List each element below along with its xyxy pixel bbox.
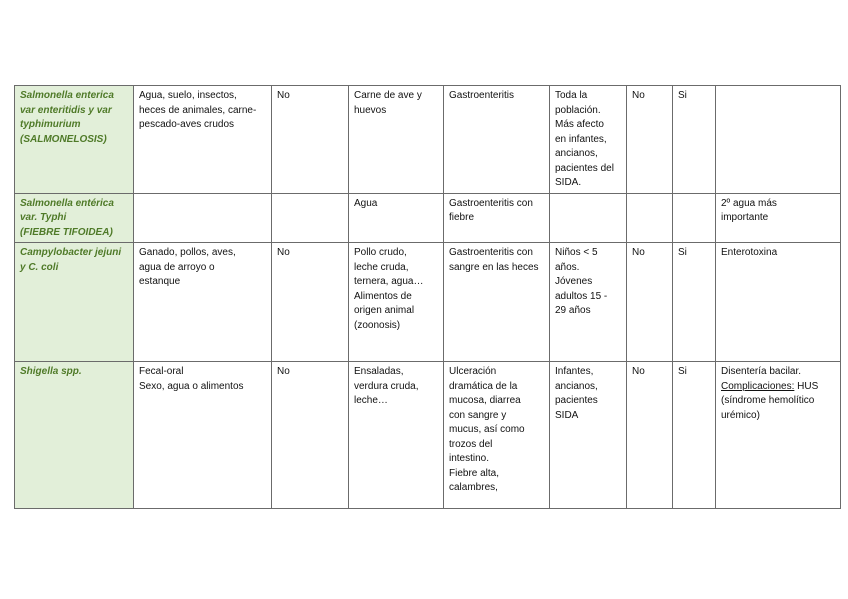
cell-col3 bbox=[272, 193, 349, 243]
cell-text-line: Campylobacter jejuni bbox=[20, 247, 122, 258]
cell-text-line: pescado-aves crudos bbox=[139, 119, 235, 130]
cell-text-line: Infantes, bbox=[555, 366, 594, 377]
cell-text-line: dramática de la bbox=[449, 380, 518, 392]
cell-text-line: ancianos, bbox=[555, 380, 598, 392]
cell-text-line: Toda la bbox=[555, 90, 588, 101]
cell-text-line: Gastroenteritis con bbox=[449, 247, 533, 258]
cell-text-line: mucus, así como bbox=[449, 424, 525, 435]
cell-col8 bbox=[673, 243, 716, 362]
cell-text-line: origen animal bbox=[354, 305, 415, 316]
cell-col7 bbox=[627, 362, 673, 509]
cell-text-line: adultos 15 - bbox=[555, 290, 608, 302]
cell-col3 bbox=[272, 86, 349, 194]
cell-text-line: 29 años bbox=[555, 305, 591, 316]
cell-text-line: leche… bbox=[354, 395, 388, 406]
cell-text-line: Alimentos de bbox=[354, 290, 412, 302]
cell-food bbox=[349, 193, 444, 243]
cell-text-line: mucosa, diarrea bbox=[449, 395, 521, 406]
cell-text-line: (zoonosis) bbox=[354, 319, 401, 331]
cell-col3 bbox=[272, 243, 349, 362]
cell-source bbox=[134, 86, 272, 194]
cell-text-line: Salmonella enterica bbox=[20, 90, 114, 101]
cell-text-line: No bbox=[632, 247, 645, 258]
cell-population bbox=[550, 243, 627, 362]
cell-organism bbox=[15, 243, 134, 362]
cell-text-line: Gastroenteritis bbox=[449, 90, 515, 101]
cell-text-line: Fecal-oral bbox=[139, 366, 184, 377]
table-row bbox=[15, 243, 841, 362]
cell-col7 bbox=[627, 243, 673, 362]
cell-text-line: Ulceración bbox=[449, 366, 497, 377]
cell-text-line: sangre en las heces bbox=[449, 261, 539, 273]
cell-text-line: ancianos, bbox=[555, 148, 598, 159]
cell-text-line: población. bbox=[555, 104, 601, 116]
cell-text-line: Ganado, pollos, aves, bbox=[139, 247, 236, 258]
cell-notes bbox=[716, 243, 841, 362]
cell-disease bbox=[444, 193, 550, 243]
pathogen-table bbox=[14, 85, 841, 509]
cell-source bbox=[134, 193, 272, 243]
cell-text-line: 2º agua más bbox=[721, 197, 777, 209]
cell-text-line: typhimurium bbox=[20, 119, 81, 130]
cell-text-line: Enterotoxina bbox=[721, 247, 778, 258]
table-row bbox=[15, 362, 841, 509]
cell-text-line: ternera, agua… bbox=[354, 276, 424, 287]
cell-population bbox=[550, 86, 627, 194]
cell-col7 bbox=[627, 86, 673, 194]
cell-text-line: importante bbox=[721, 212, 769, 223]
cell-text-line: estanque bbox=[139, 276, 181, 287]
cell-source bbox=[134, 362, 272, 509]
cell-text-line: Agua bbox=[354, 197, 378, 209]
cell-col8 bbox=[673, 362, 716, 509]
cell-text-line: calambres, bbox=[449, 482, 498, 493]
cell-text-line: heces de animales, carne- bbox=[139, 104, 257, 116]
cell-notes bbox=[716, 193, 841, 243]
cell-text-line: Gastroenteritis con bbox=[449, 197, 533, 209]
cell-text-line: (síndrome hemolítico bbox=[721, 395, 815, 406]
cell-organism bbox=[15, 362, 134, 509]
cell-text-line: en infantes, bbox=[555, 133, 607, 145]
cell-text-line: No bbox=[632, 90, 645, 101]
cell-text-line: var. Typhi bbox=[20, 212, 67, 223]
cell-text-line: Salmonella entérica bbox=[20, 197, 114, 209]
cell-text-line: y C. coli bbox=[20, 261, 59, 273]
cell-text-line: No bbox=[632, 366, 645, 377]
cell-source bbox=[134, 243, 272, 362]
cell-disease bbox=[444, 362, 550, 509]
cell-food bbox=[349, 362, 444, 509]
cell-col3 bbox=[272, 362, 349, 509]
cell-text-line: No bbox=[277, 90, 290, 101]
cell-food bbox=[349, 243, 444, 362]
table-row bbox=[15, 193, 841, 243]
cell-disease bbox=[444, 243, 550, 362]
cell-text-line: Jóvenes bbox=[555, 276, 593, 287]
cell-text-line: huevos bbox=[354, 104, 387, 116]
cell-text-line: urémico) bbox=[721, 409, 760, 421]
cell-text-line: SIDA. bbox=[555, 177, 582, 188]
cell-text-line: No bbox=[277, 247, 290, 258]
cell-text-line: Niños < 5 bbox=[555, 247, 598, 258]
cell-notes bbox=[716, 86, 841, 194]
cell-disease bbox=[444, 86, 550, 194]
cell-text-line: con sangre y bbox=[449, 409, 507, 421]
cell-col8 bbox=[673, 86, 716, 194]
cell-text-line: (SALMONELOSIS) bbox=[20, 133, 107, 145]
cell-text-line: fiebre bbox=[449, 212, 475, 223]
cell-col8 bbox=[673, 193, 716, 243]
cell-text-line: Disentería bacilar. bbox=[721, 366, 802, 377]
cell-text-line: intestino. bbox=[449, 453, 490, 464]
cell-text-line: pacientes del bbox=[555, 162, 614, 174]
cell-text-line: Shigella spp. bbox=[20, 366, 82, 377]
cell-text-line: Fiebre alta, bbox=[449, 467, 500, 479]
cell-organism bbox=[15, 193, 134, 243]
cell-notes bbox=[716, 362, 841, 509]
cell-text-line: pacientes bbox=[555, 395, 598, 406]
cell-text-line: agua de arroyo o bbox=[139, 261, 215, 273]
cell-text-line: SIDA bbox=[555, 409, 579, 421]
cell-text-line: Sexo, agua o alimentos bbox=[139, 380, 244, 392]
cell-text-line: trozos del bbox=[449, 438, 493, 450]
table-body bbox=[15, 86, 841, 509]
cell-food bbox=[349, 86, 444, 194]
cell-text-line: Si bbox=[678, 90, 687, 101]
cell-organism bbox=[15, 86, 134, 194]
cell-population bbox=[550, 362, 627, 509]
cell-text-line: verdura cruda, bbox=[354, 380, 419, 392]
cell-text-line: No bbox=[277, 366, 290, 377]
cell-col7 bbox=[627, 193, 673, 243]
cell-text-line: HUS bbox=[797, 380, 819, 392]
cell-text-line: Pollo crudo, bbox=[354, 247, 407, 258]
cell-text-line: años. bbox=[555, 261, 580, 273]
cell-text-line: Complicaciones: bbox=[721, 380, 795, 392]
cell-text-line: var enteritidis y var bbox=[20, 104, 112, 116]
cell-text-line: Más afecto bbox=[555, 119, 604, 130]
cell-text-line: Agua, suelo, insectos, bbox=[139, 90, 237, 101]
cell-text-line: leche cruda, bbox=[354, 261, 409, 273]
cell-population bbox=[550, 193, 627, 243]
cell-text-line: Si bbox=[678, 247, 687, 258]
cell-text-line: Carne de ave y bbox=[354, 90, 422, 101]
cell-text-line: Si bbox=[678, 366, 687, 377]
cell-text-line: (FIEBRE TIFOIDEA) bbox=[20, 226, 113, 238]
table-row bbox=[15, 86, 841, 194]
cell-text-line: Ensaladas, bbox=[354, 366, 404, 377]
